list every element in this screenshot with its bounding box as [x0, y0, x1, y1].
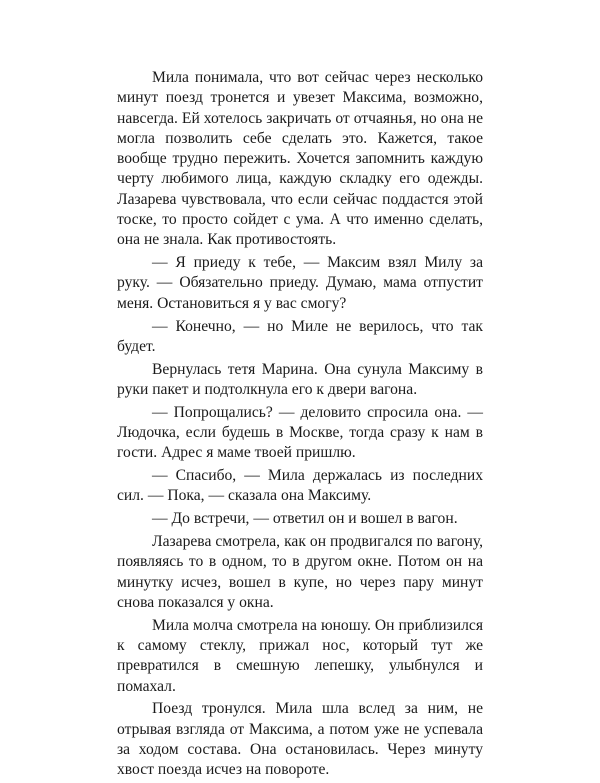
paragraph-6: — Спасибо, — Мила держалась из последних сил. — Пока, — сказала она Максиму.: [117, 467, 483, 505]
paragraph-8: Лазарева смотрела, как он продвигался по вагону, появляясь то в одном, то в другом окне. Потом он на минутку исчез, вошел в купе, но через пару минут снова показался у окна.: [117, 533, 483, 611]
paragraph-4: Вернулась тетя Марина. Она сунула Максиму в руки пакет и подтолкнула его к двери вагона.: [117, 360, 483, 398]
paragraph-5: — Попрощались? — деловито спросила она. — Людочка, если будешь в Москве, тогда сразу к нам в гости. Адрес я маме твоей пришлю.: [117, 403, 483, 462]
paragraph-2: — Я приеду к тебе, — Максим взял Милу за руку. — Обязательно приеду. Думаю, мама отпустит меня. Остановиться я у вас смогу?: [117, 254, 483, 312]
paragraph-10: Поезд тронулся. Мила шла вслед за ним, не отрывая взгляда от Максима, а потом уже не успевала за ходом состава. Она остановилась. Через минуту хвост поезда исчез на повороте.: [117, 700, 483, 779]
paragraph-1: Мила понимала, что вот сейчас через несколько минут поезд тронется и увезет Максима, возможно, навсегда. Ей хотелось закричать от отчаянья, но она не могла позволить себе сделать это. Кажется, такое вообще трудно пережить. Хочется запомнить каждую черту любимого лица, каждую складку его одежды. Лазарева чувствовала, что если сейчас поддастся этой тоске, то просто сойдет с ума. А что именно сделать, она не знала. Как противостоять.: [117, 69, 483, 249]
paragraph-9: Мила молча смотрела на юношу. Он приблизился к самому стеклу, прижал нос, который тут же превратился в смешную лепешку, улыбнулся и помахал.: [117, 616, 483, 695]
paragraph-3: — Конечно, — но Миле не верилось, что так будет.: [117, 317, 483, 355]
paragraph-7: — До встречи, — ответил он и вошел в вагон.: [152, 510, 458, 528]
page-text: [117, 68, 483, 783]
